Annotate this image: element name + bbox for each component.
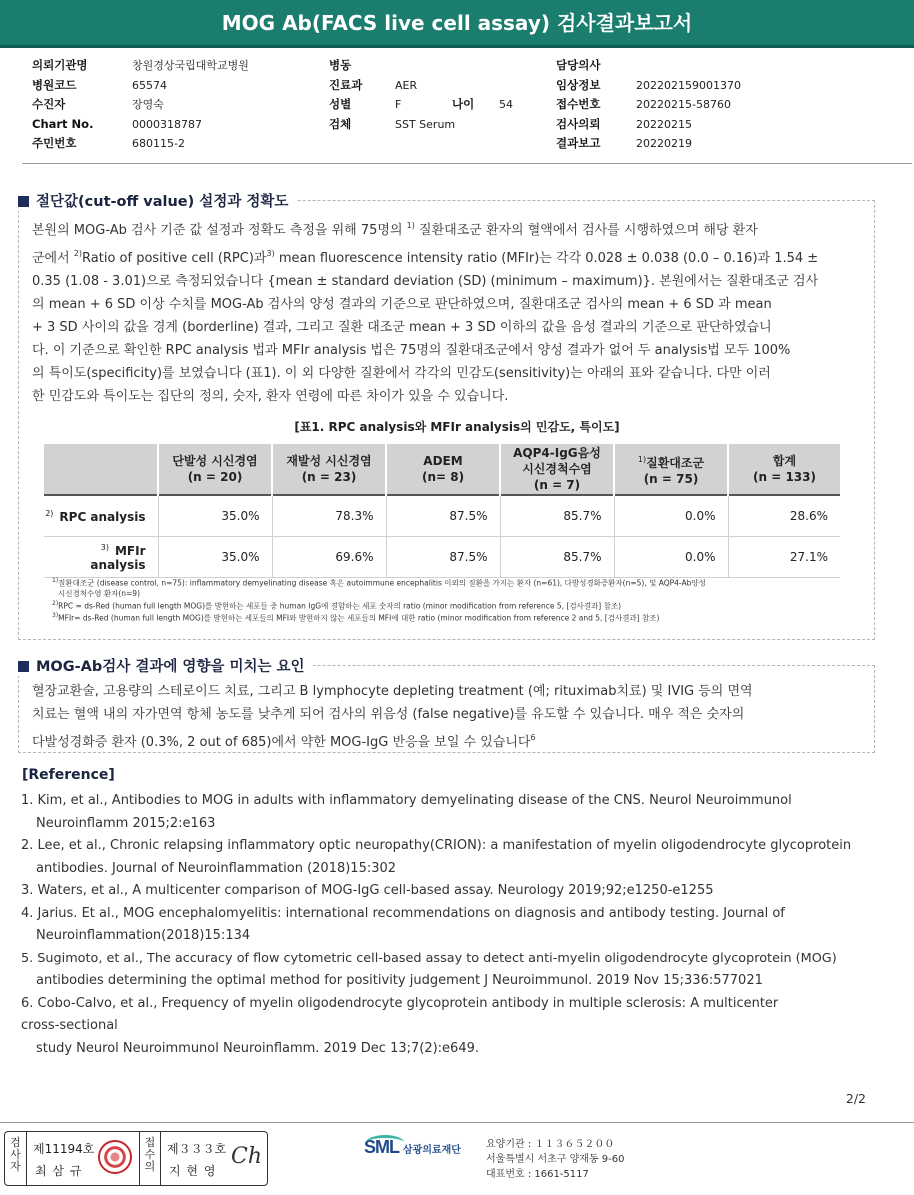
info-label: Chart No.: [32, 116, 94, 131]
footnote-ref: 3): [266, 249, 275, 258]
table-cell: 78.3%: [272, 495, 386, 537]
reference-line: cross-sectional: [21, 1018, 118, 1033]
reference-line: 4. Jarius. Et al., MOG encephalomyelitis: international recommendations on diagnosis and antibody testing. Journal of: [21, 905, 785, 921]
info-value: 20220215: [636, 117, 692, 131]
footnote-ref: 6: [530, 733, 536, 742]
seal-stamp-icon: [98, 1140, 132, 1174]
header-line: 시신경척수염: [522, 462, 592, 476]
info-value: AER: [395, 78, 418, 92]
vertical-label: 접수의: [144, 1136, 156, 1173]
footnote-line: [52, 599, 852, 612]
paragraph-line: [32, 214, 862, 242]
info-row-ward: [329, 56, 362, 76]
signature-icon: Ch: [231, 1144, 263, 1169]
table-header-cell: [386, 444, 500, 495]
info-label: 의뢰기관명: [32, 58, 88, 72]
paragraph-line: 다. 이 기준으로 확인한 RPC analysis 법과 MFIr analysis 법은 75명의 질환대조군에서 양성 결과가 없어 두 analysis법 모두 100%: [32, 343, 791, 358]
row-label: [44, 537, 158, 578]
text-run: mean fluorescence intensity ratio (MFIr)는 각각 0.028 ± 0.038 (0.0 – 0.16)과 1.54 ±: [274, 251, 819, 266]
header-line: (n = 133): [753, 470, 816, 484]
info-label: 결과보고: [556, 136, 601, 150]
reference-line: Neuroinflamm 2015;2:e163: [36, 815, 216, 831]
info-value: 202202159001370: [636, 78, 741, 92]
footnote-mark: 1): [52, 577, 59, 584]
footnote-ref: 1): [637, 454, 647, 464]
header-line: (n = 75): [643, 471, 699, 486]
footnote-ref: 1): [406, 221, 415, 230]
reference-line: study Neurol Neuroimmunol Neuroinflamm. 2019 Dec 13;7(2):e649.: [36, 1040, 480, 1056]
footnote-line: [52, 576, 852, 589]
divider: [22, 163, 912, 164]
receiver-label: [139, 1132, 161, 1185]
vertical-label: 검사자: [10, 1136, 21, 1173]
section2-heading: [18, 655, 313, 676]
info-value: F: [395, 98, 402, 111]
paragraph-line: 한 민감도와 특이도는 집단의 정의, 숫자, 환자 연령에 따른 차이가 있을 수 있습니다.: [32, 389, 509, 404]
footnote-line: [52, 589, 852, 599]
info-value: 장영숙: [132, 98, 164, 111]
doctor-name: 지 현 영: [169, 1164, 217, 1178]
table-title: [표1. RPC analysis와 MFIr analysis의 민감도, 특이도]: [294, 420, 620, 434]
reference-list: [21, 790, 881, 1060]
section2-paragraph: [32, 680, 862, 754]
info-row-department: [329, 76, 418, 96]
paragraph-line: 혈장교환술, 고용량의 스테로이드 치료, 그리고 B lymphocyte depleting treatment (예; rituximab치료) 및 IVIG 등의 면역: [32, 684, 753, 699]
info-label: 접수번호: [556, 97, 601, 111]
patient-info-col3: [556, 56, 741, 154]
table-header-cell: [728, 444, 840, 495]
header-line: AQP4-IgG음성: [513, 446, 601, 460]
row-label-text: MFIr analysis: [90, 543, 146, 572]
company-line: 서울특별시 서초구 양재동 9-60: [486, 1154, 625, 1165]
reference-line: 1. Kim, et al., Antibodies to MOG in adults with inflammatory demyelinating disease of the CNS. Neurol Neuroimmunol: [21, 793, 792, 808]
footnote-text: 시신경척수염 환자(n=9): [58, 588, 141, 598]
info-value: SST Serum: [395, 117, 456, 131]
square-bullet-icon: [18, 661, 29, 672]
table-header-cell: [158, 444, 272, 495]
header-line: 단발성 시신경염: [172, 454, 258, 468]
info-value: 창원경상국립대학교병원: [132, 59, 249, 72]
text-run: 다발성경화증 환자 (0.3%, 2 out of 685)에서 약한 MOG-IgG 반응을 보일 수 있습니다: [32, 735, 531, 750]
age-label: 나이: [452, 97, 475, 111]
examiner-name: 최 삼 규: [35, 1164, 83, 1178]
table-cell: 28.6%: [728, 495, 840, 537]
info-row-patient: [32, 95, 164, 115]
table-row: [44, 537, 840, 578]
table-cell: 85.7%: [500, 495, 614, 537]
reference-line: 2. Lee, et al., Chronic relapsing inflammatory optic neuropathy(CRION): a manifestation of myelin oligodendrocyte glycoprotein: [21, 838, 852, 853]
footnote-ref: 3): [100, 542, 109, 552]
table-cell: 0.0%: [614, 495, 728, 537]
reference-line: antibodies. Journal of Neuroinflammation (2018)15:302: [36, 860, 397, 876]
logo-text: SML: [364, 1137, 399, 1157]
reference-title: [Reference]: [22, 767, 115, 783]
examiner-label: [5, 1132, 27, 1185]
text-run: Ratio of positive cell (RPC)과: [82, 251, 267, 266]
table-cell: 87.5%: [386, 495, 500, 537]
row-label-text: RPC analysis: [59, 509, 146, 524]
info-row-specimen: [329, 115, 456, 135]
reference-line: 3. Waters, et al., A multicenter comparison of MOG-IgG cell-based assay. Neurology 2019;92;e1250-e1255: [21, 883, 714, 898]
info-row-resident-no: [32, 134, 185, 154]
header-line: (n = 20): [187, 470, 243, 484]
section1-paragraph: [32, 214, 862, 408]
footnote-text: 질환대조군 (disease control, n=75): inflammatory demyelinating disease 혹은 autoimmune encephalitis 이외의 질환을 가지는 환자 (n=61), 다발성경화증환자(n=5), 및 AQP4-Ab양성: [58, 578, 706, 588]
header-line: 질환대조군: [646, 455, 705, 470]
info-label: 수진자: [32, 97, 66, 111]
table-cell: 0.0%: [614, 537, 728, 578]
foundation-name: 삼광의료재단: [403, 1145, 461, 1156]
table-cell: 69.6%: [272, 537, 386, 578]
reference-line: 6. Cobo-Calvo, et al., Frequency of myelin oligodendrocyte glycoprotein antibody in multiple sclerosis: A multicenter: [21, 995, 779, 1011]
examiner-license: 제11194호: [33, 1142, 95, 1156]
info-row-hospital-code: [32, 76, 167, 96]
paragraph-line: 의 특이도(specificity)를 보였습니다 (표1). 이 외 다양한 질환에서 각각의 민감도(sensitivity)는 아래의 표와 같습니다. 다만 이러: [32, 366, 771, 381]
table-row: [44, 495, 840, 537]
info-value: 0000318787: [132, 117, 202, 131]
table-cell: 35.0%: [158, 495, 272, 537]
signature-box: [4, 1131, 268, 1186]
info-label: 병동: [329, 58, 352, 72]
footnote-ref: 2): [45, 508, 54, 518]
header-line: (n= 8): [421, 470, 465, 484]
info-label: 진료과: [329, 77, 363, 92]
header-line: 재발성 시신경염: [286, 454, 372, 468]
footnote-line: [52, 611, 852, 624]
info-row-institution: [32, 56, 249, 76]
paragraph-line: 의 mean + 6 SD 이상 수치를 MOG-Ab 검사의 양성 결과의 기준으로 판단하였으며, 질환대조군 검사의 mean + 6 SD 과 mean: [32, 297, 772, 312]
logo-arc-icon: [366, 1135, 404, 1150]
report-title: MOG Ab(FACS live cell assay) 검사결과보고서: [0, 0, 914, 48]
section2-heading-text: MOG-Ab검사 결과에 영향을 미치는 요인: [36, 659, 305, 675]
footnote-mark: 3): [52, 612, 59, 619]
paragraph-line: 치료는 혈액 내의 자가면역 항체 농도를 낮추게 되어 검사의 위음성 (false negative)를 유도할 수 있습니다. 매우 적은 숫자의: [32, 707, 745, 722]
info-label: 담당의사: [556, 58, 601, 72]
info-row-clinical-info: [556, 76, 741, 96]
info-row-chart-no: [32, 115, 202, 135]
section1-heading: [18, 190, 296, 211]
paragraph-line: + 3 SD 사이의 값을 경계 (borderline) 결과, 그리고 질환 대조군 mean + 3 SD 이하의 값을 음성 결과의 기준으로 판단하였습니: [32, 320, 772, 335]
table-cell: 27.1%: [728, 537, 840, 578]
text-run: 질환대조군 환자의 혈액에서 검사를 시행하였으며 해당 환자: [414, 223, 758, 238]
info-label: 병원코드: [32, 77, 77, 92]
section1-heading-text: 절단값(cut-off value) 설정과 정확도: [36, 194, 289, 210]
info-row-receipt-no: [556, 95, 731, 115]
info-label: 주민번호: [32, 136, 77, 150]
footnote-ref: 2): [73, 249, 83, 258]
patient-info-col1: [32, 56, 249, 154]
info-label: 임상정보: [556, 77, 601, 92]
table-footnotes: [52, 576, 852, 624]
sml-logo: [364, 1137, 461, 1158]
footer-divider: [0, 1122, 914, 1123]
header-line: (n = 7): [533, 478, 581, 492]
footnote-mark: 2): [52, 599, 59, 607]
info-row-sex: [329, 95, 513, 115]
company-line: 요양기관 : １１３６５２００: [486, 1139, 615, 1150]
footnote-text: RPC = ds-Red (human full length MOG)를 발현하는 세포들 중 human IgG에 결합하는 세포 숫자의 ratio (minor modification from reference 5, [검사결과] 참조): [58, 601, 622, 610]
table-header-cell: [614, 444, 728, 495]
info-value: 65574: [132, 78, 167, 92]
page-number: 2/2: [845, 1091, 866, 1106]
paragraph-line: [32, 242, 862, 270]
table-header-row: [44, 444, 840, 495]
age-value: 54: [499, 98, 513, 111]
info-label: 검체: [329, 116, 352, 131]
patient-info-col2: [329, 56, 513, 134]
table-cell: 35.0%: [158, 537, 272, 578]
header-line: ADEM: [423, 454, 463, 468]
results-table: [44, 444, 840, 578]
header-line: (n = 23): [301, 470, 357, 484]
info-value: 680115-2: [132, 137, 185, 150]
info-value: 20220215-58760: [636, 98, 731, 111]
doctor-license: 제３３３호: [167, 1142, 227, 1156]
header-line: 합계: [772, 454, 797, 468]
table-header-cell: [272, 444, 386, 495]
row-label: [44, 495, 158, 537]
info-value: 20220219: [636, 137, 692, 150]
company-info: [486, 1137, 625, 1182]
info-row-request-date: [556, 115, 692, 135]
paragraph-line: 0.35 (1.08 - 3.01)으로 측정되었습니다 {mean ± standard deviation (SD) (minimum – maximum)}. 본원에서는 질환대조군 검사: [32, 274, 819, 289]
reference-line: Neuroinflammation(2018)15:134: [36, 928, 251, 943]
text-run: 군에서: [32, 251, 74, 266]
text-run: 본원의 MOG-Ab 검사 기준 값 설정과 정확도 측정을 위해 75명의: [32, 223, 407, 238]
paragraph-line: [32, 726, 862, 754]
table-cell: 85.7%: [500, 537, 614, 578]
info-row-doctor: [556, 56, 600, 76]
table-header-empty: [44, 444, 158, 495]
reference-line: antibodies determining the optimal method for positivity judgement J Neuroimmunol. 2019 Nov 15;336:577021: [36, 973, 763, 988]
square-bullet-icon: [18, 196, 29, 207]
info-row-report-date: [556, 134, 692, 154]
table-cell: 87.5%: [386, 537, 500, 578]
company-line: 대표번호 : 1661-5117: [486, 1169, 589, 1180]
footnote-text: MFIr= ds-Red (human full length MOG)를 발현하는 세포들의 MFI와 발현하지 않는 세포들의 MFI에 대한 ratio (minor modification from reference 2 and 5, [검사결과] 참조): [58, 613, 660, 623]
info-label: 검사의뢰: [556, 116, 601, 131]
info-label: 성별: [329, 97, 352, 111]
reference-line: 5. Sugimoto, et al., The accuracy of flow cytometric cell-based assay to detect anti-myelin oligodendrocyte glycoprotein (MOG): [21, 950, 837, 966]
table-header-cell: [500, 444, 614, 495]
